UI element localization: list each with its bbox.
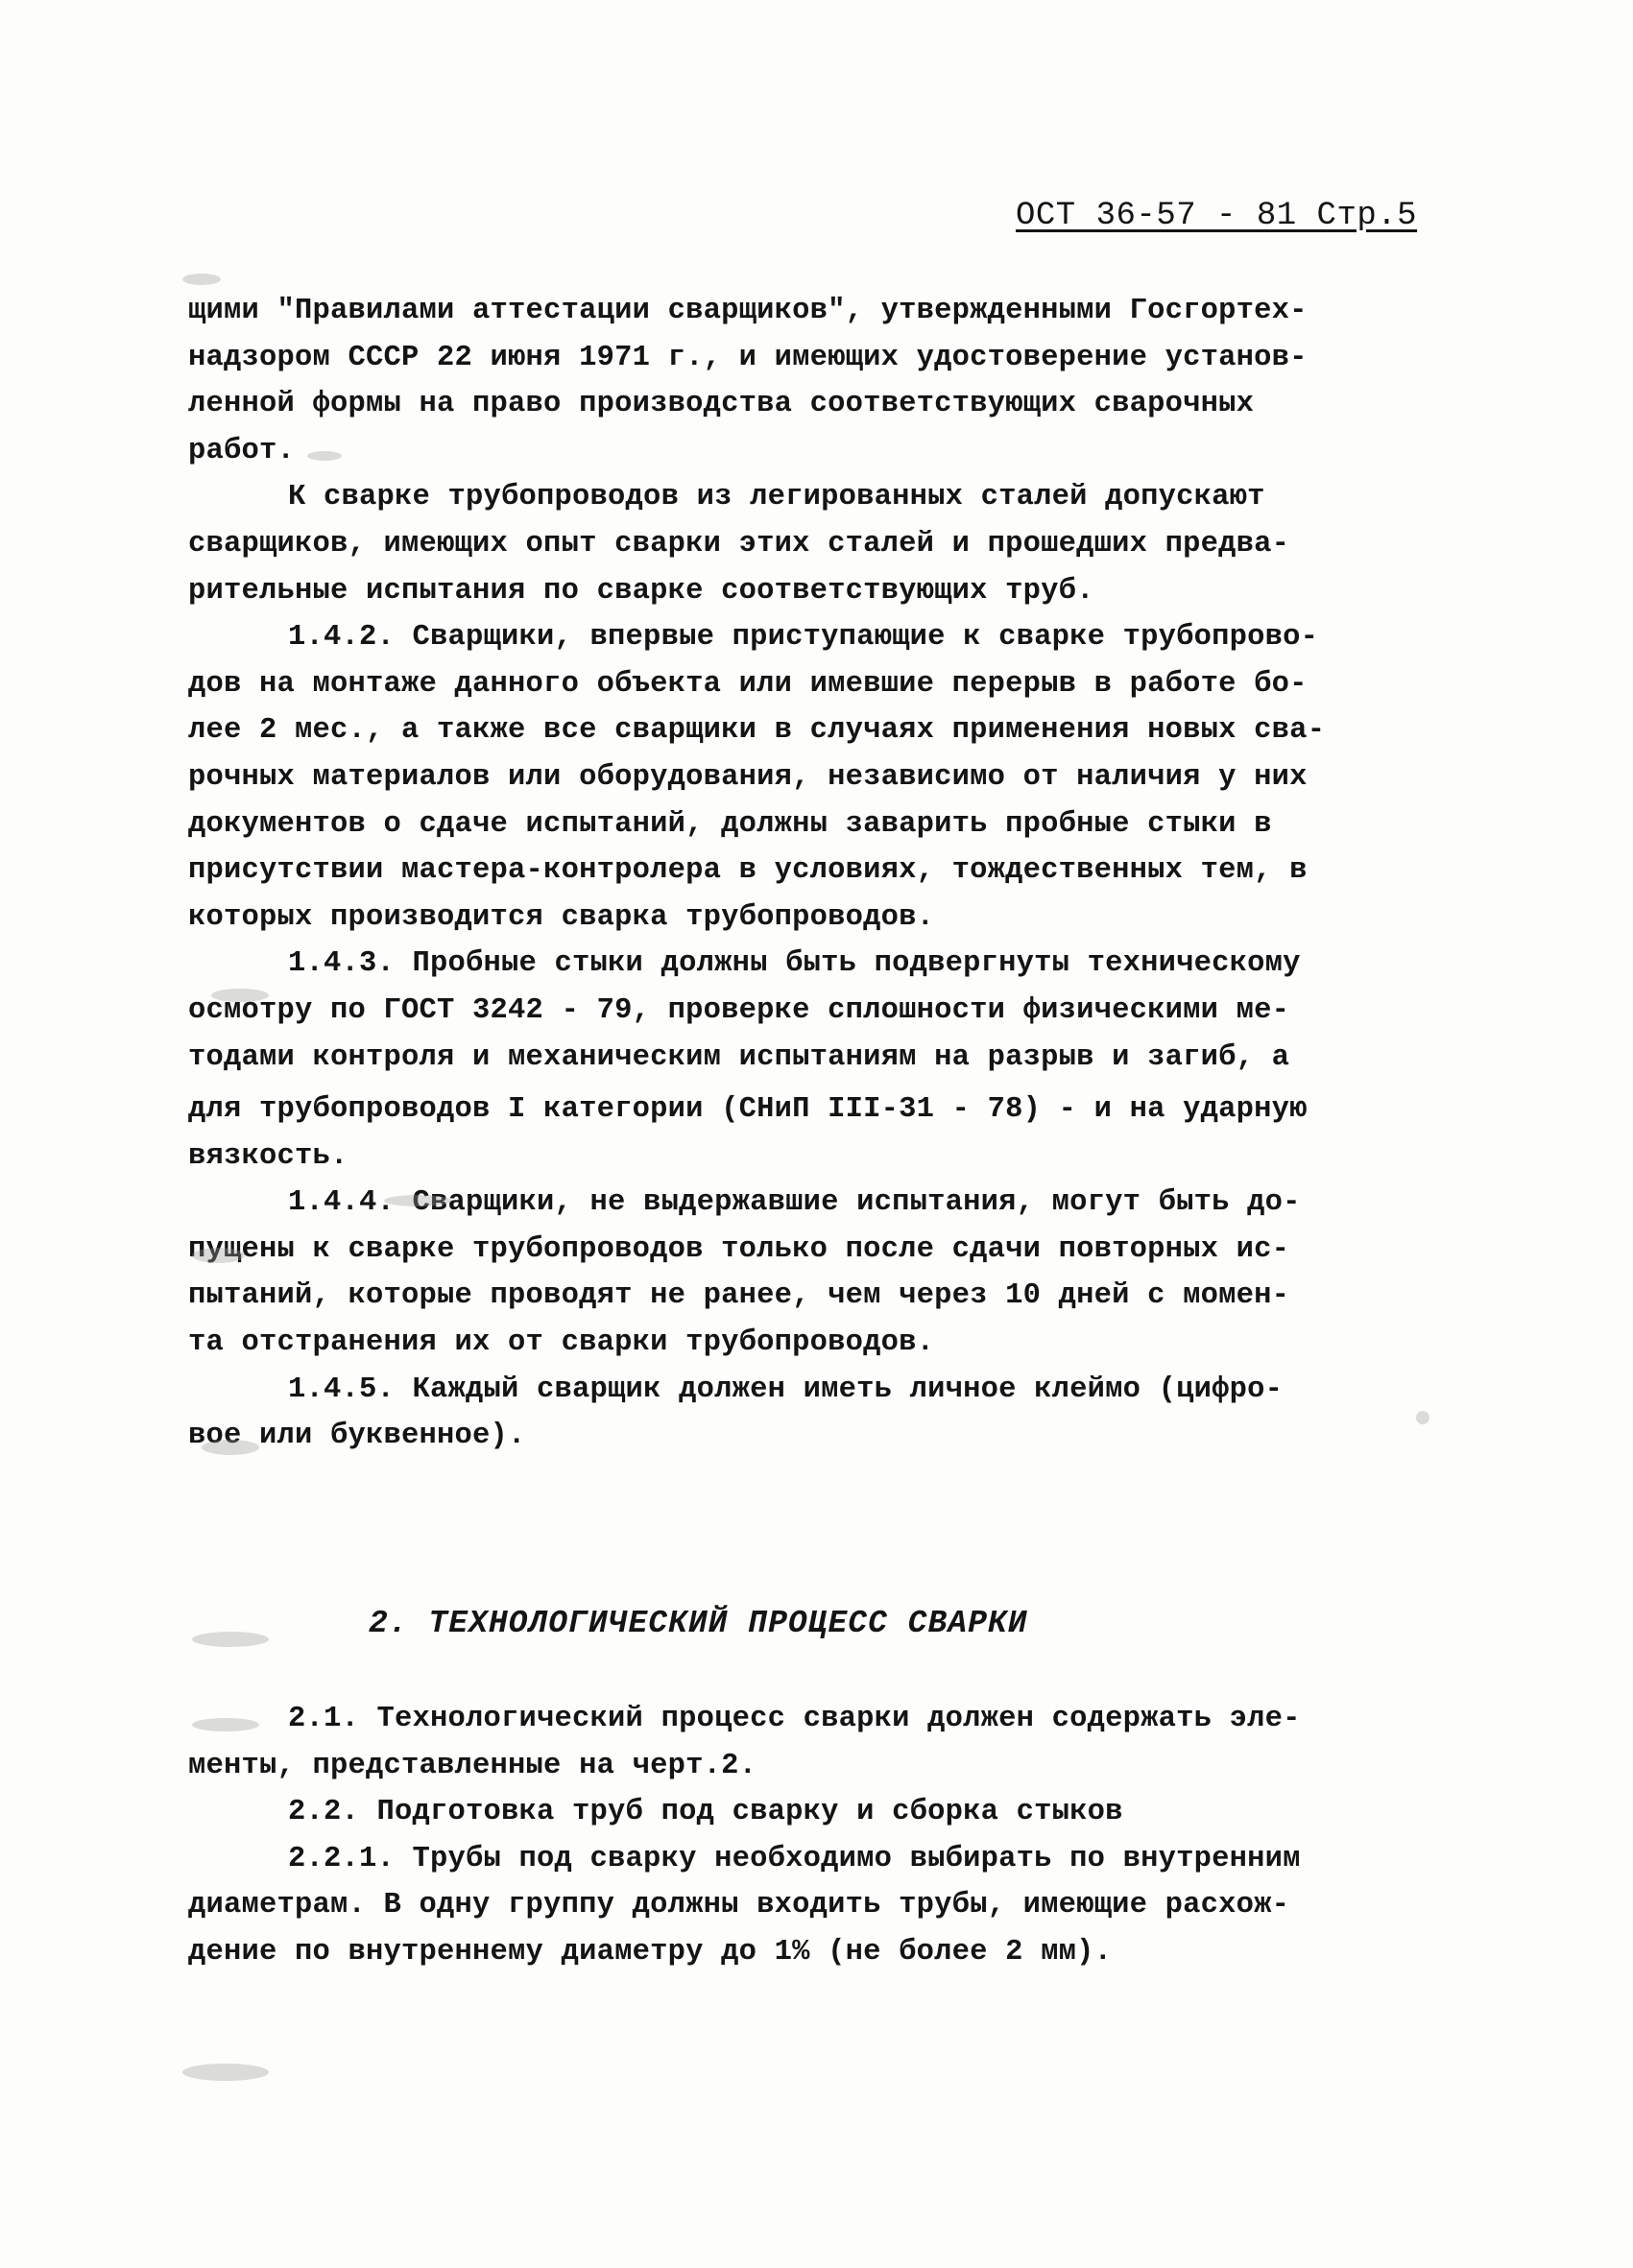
text-line: сварщиков, имеющих опыт сварки этих сталей и прошедших предва- (188, 527, 1290, 561)
text-line: для трубопроводов I категории (СНиП III-31 - 78) - и на ударную (188, 1093, 1308, 1127)
scan-noise (384, 1195, 451, 1206)
clause-2-1: 2.1. Технологический процесс сварки должен содержать эле- (288, 1703, 1301, 1735)
scan-noise (202, 1440, 259, 1455)
page-header: ОСТ 36-57 - 81 Стр.5 (1016, 198, 1418, 234)
clause-2-2: 2.2. Подготовка труб под сварку и сборка стыков (288, 1796, 1123, 1829)
text-line: ленной формы на право производства соответствующих сварочных (188, 388, 1255, 421)
section-2-text (188, 1696, 1465, 1976)
scan-noise (182, 2064, 269, 2081)
text-line: надзором СССР 22 июня 1971 г., и имеющих удостоверение установ- (188, 341, 1308, 374)
text-line: К сварке трубопроводов из легированных сталей допускают (288, 481, 1265, 514)
text-line: осмотру по ГОСТ 3242 - 79, проверке сплошности физическими ме- (188, 993, 1290, 1027)
text-line: тодами контроля и механическим испытаниям на разрыв и загиб, а (188, 1040, 1290, 1074)
text-line: лее 2 мес., а также все сварщики в случаях применения новых сва- (188, 714, 1326, 748)
text-line: пущены к сварке трубопроводов только после сдачи повторных ис- (188, 1232, 1290, 1266)
text-line: пытаний, которые проводят не ранее, чем через 10 дней с момен- (188, 1279, 1290, 1313)
text-line: вязкость. (188, 1139, 348, 1173)
text-line: рительные испытания по сварке соответствующих труб. (188, 574, 1094, 608)
clause-1-4-4: 1.4.4. Сварщики, не выдержавшие испытания, могут быть до- (288, 1186, 1301, 1220)
scan-noise (211, 989, 269, 1002)
text-line: щими "Правилами аттестации сварщиков", утвержденными Госгортех- (188, 295, 1308, 327)
text-line: дение по внутреннему диаметру до 1% (не более 2 мм). (188, 1935, 1113, 1969)
scan-noise (182, 274, 221, 285)
text-line: которых производится сварка трубопроводов. (188, 900, 935, 934)
text-line: менты, представленные на черт.2. (188, 1749, 757, 1782)
clause-1-4-3: 1.4.3. Пробные стыки должны быть подвергнуты техническому (288, 947, 1301, 981)
text-line: присутствии мастера-контролера в условиях, тождественных тем, в (188, 854, 1308, 888)
text-line: документов о сдаче испытаний, должны заварить пробные стыки в (188, 807, 1272, 841)
text-line: та отстранения их от сварки трубопроводов. (188, 1326, 935, 1360)
text-line: работ. (188, 434, 296, 467)
text-line: дов на монтаже данного объекта или имевшие перерыв в работе бо- (188, 667, 1308, 701)
clause-2-2-1: 2.2.1. Трубы под сварку необходимо выбирать по внутренним (288, 1842, 1301, 1875)
scan-noise (192, 1718, 259, 1731)
scan-noise (192, 1632, 269, 1647)
clause-1-4-5: 1.4.5. Каждый сварщик должен иметь личное клеймо (цифро- (288, 1373, 1284, 1406)
clause-1-4-2: 1.4.2. Сварщики, впервые приступающие к сварке трубопрово- (288, 621, 1319, 655)
text-line: рочных материалов или оборудования, независимо от наличия у них (188, 760, 1308, 794)
text-line: диаметрам. В одну группу должны входить трубы, имеющие расхож- (188, 1889, 1290, 1922)
section-1-text (188, 288, 1465, 1460)
scan-noise (307, 451, 342, 461)
scan-noise (1416, 1411, 1429, 1424)
section-2-heading: 2. ТЕХНОЛОГИЧЕСКИЙ ПРОЦЕСС СВАРКИ (369, 1606, 1028, 1641)
scan-noise (192, 1248, 245, 1263)
text-line: вое или буквенное). (188, 1420, 526, 1453)
